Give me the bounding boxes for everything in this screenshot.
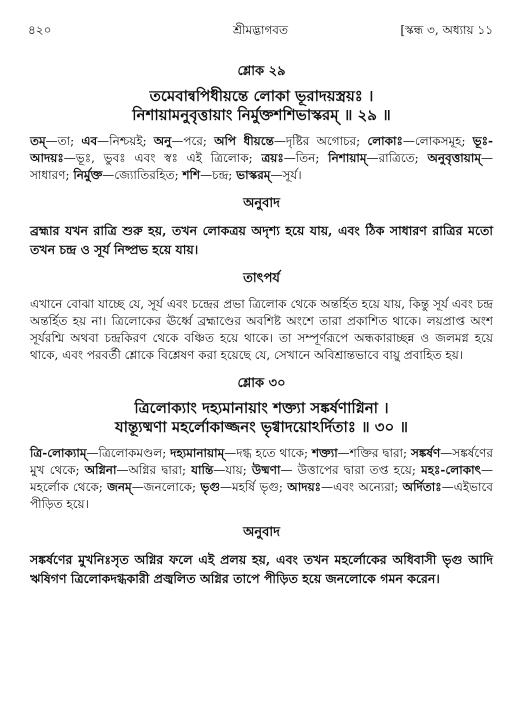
synonym-term: এব (81, 134, 98, 148)
synonym-meaning: —যায়; (213, 463, 252, 477)
synonym-term: তম্‌ (30, 134, 46, 148)
synonym-term: নির্মুক্ত (73, 168, 103, 182)
synonym-term: ত্রি-লোক্যাম্‌ (30, 446, 87, 460)
synonym-term: অগ্নিনা (84, 463, 117, 477)
book-title: শ্রীমদ্ভাগবত (232, 23, 288, 37)
synonym-meaning: —ত্রিলোকমণ্ডল; (86, 446, 171, 460)
synonym-meaning: —জ্যোতিরহিত; (102, 168, 183, 182)
synonym-meaning: —তিন; (283, 151, 329, 165)
verse-30-line-2: যান্ত্যূষ্মণা মহর্লোকাজ্জনং ভৃগ্বাদয়োঽর্দিতাঃ ॥ ৩০ ॥ (114, 418, 409, 436)
verse-29-translation-heading: অনুবাদ (243, 196, 280, 211)
synonym-term: ভাস্করম্‌ (236, 168, 271, 182)
synonym-term: ভূঃ-আদয়ঃ (30, 134, 493, 165)
synonym-meaning: —তা; (45, 134, 82, 148)
verse-29-synonyms (30, 133, 493, 184)
synonym-meaning: —দৃষ্টির অগোচর; (273, 134, 368, 148)
synonym-meaning: —লোকসমূহ; (402, 134, 473, 148)
synonym-meaning: —সঙ্কর্ষণের মুখ থেকে; (30, 446, 493, 477)
verse-30-synonyms (30, 445, 493, 513)
verse-29-translation: ব্রহ্মার যখন রাত্রি শুরু হয়, তখন লোকত্রয় অদৃশ্য হয়ে যায়, এবং ঠিক সাধারণ রাত্রির মতো তখন চন্দ্র ও সূর্য নিষ্প্রভ হয়ে যায়। (30, 223, 493, 257)
synonym-term: উষ্মণা (251, 463, 281, 477)
verse-29-purport: এখানে বোঝা যাচ্ছে যে, সূর্য এবং চন্দ্রের প্রভা ত্রিলোক থেকে অন্তর্হিত হয়ে যায়, কিন্তু সূর্য এবং চন্দ্র অন্তর্হিত হয় না। ত্রিলোকের ঊর্ধ্বে ব্রহ্মাণ্ডের অবশিষ্ট অংশে তারা প্রকাশিত থাকে। লয়প্রাপ্ত অংশ সূর্যরশ্মি অথবা চন্দ্রকিরণ থেকে বঞ্চিত হয়ে থাকে। তা সম্পূর্ণরূপে অন্ধকারাচ্ছন্ন ও জলমগ্ন হয়ে থাকে, এবং পরবর্তী শ্লোকে বিশ্লেষণ করা হয়েছে যে, সেখানে অবিশ্রান্তভাবে বায়ু প্রবাহিত হয়। (30, 297, 493, 362)
synonym-meaning: —সাধারণ; (30, 151, 493, 182)
verse-29-line-2: নিশায়ামনুবৃত্তায়াং নির্মুক্তশশিভাস্করম্‌ ॥ ২৯ ॥ (132, 106, 391, 124)
synonym-meaning: —অগ্নির দ্বারা; (116, 463, 192, 477)
verse-30-translation-heading: অনুবাদ (243, 525, 280, 540)
verse-30-text (30, 399, 493, 437)
synonym-term: অনু (153, 134, 172, 148)
synonym-term: মহঃ-লোকাৎ (421, 463, 481, 477)
synonym-meaning: — উত্তাপের দ্বারা তপ্ত হয়ে; (280, 463, 422, 477)
synonym-term: ভৃগু (200, 480, 221, 494)
synonym-term: আদয়ঃ (287, 480, 322, 494)
synonym-term: অনুবৃত্তায়াম্‌ (427, 151, 481, 165)
synonym-meaning: —মহর্লোক থেকে; (30, 463, 493, 494)
synonym-meaning: —এইভাবে পীড়িত হয়ে। (30, 480, 493, 511)
synonym-term: নিশায়াম্‌ (328, 151, 367, 165)
synonym-term: সঙ্কর্ষণ (410, 446, 441, 460)
verse-30-translation: সঙ্কর্ষণের মুখনিঃসৃত অগ্নির ফলে এই প্রলয় হয়, এবং তখন মহর্লোকের অধিবাসী ভৃগু আদি ঋষিগণ ত্রিলোকদগ্ধকারী প্রজ্বলিত অগ্নির তাপে পীড়িত হয়ে জনলোকে গমন করেন। (30, 552, 493, 586)
synonym-term: অর্দিতাঃ (402, 480, 442, 494)
page-header (28, 22, 493, 44)
synonym-meaning: —নিশ্চয়ই; (97, 134, 154, 148)
verse-29-line-1: তমেবান্বপিধীয়ন্তে লোকা ভূরাদয়স্ত্রয়ঃ । (149, 87, 374, 105)
synonym-meaning: —রাত্রিতে; (366, 151, 428, 165)
synonym-meaning: —এবং অন্যেরা; (321, 480, 403, 494)
verse-30-line-1: ত্রিলোক্যাং দহ্যমানায়াং শক্ত্যা সঙ্কর্ষণাগ্নিনা । (134, 399, 389, 417)
page-content (30, 62, 493, 588)
synonym-meaning: —চন্দ্র; (200, 168, 237, 182)
verse-30-heading: শ্লোক ৩০ (237, 376, 286, 391)
synonym-term: শক্ত্যা (311, 446, 338, 460)
synonym-meaning: —মহর্ষি ভৃগু; (220, 480, 288, 494)
chapter-reference: [স্কন্ধ ৩, অধ্যায় ১১ (400, 23, 493, 37)
synonym-term: দহ্যমানায়াম্‌ (170, 446, 225, 460)
synonym-meaning: —ভূঃ, ভুবঃ এবং স্বঃ এই ত্রিলোক; (63, 151, 262, 165)
synonym-meaning: —দগ্ধ হতে থাকে; (224, 446, 312, 460)
synonym-meaning: —সূর্য। (270, 168, 302, 182)
synonym-term: অপি ধীয়ন্তে (214, 134, 274, 148)
synonym-meaning: —শক্তির দ্বারা; (337, 446, 411, 460)
synonym-term: শশি (182, 168, 201, 182)
verse-29-heading: শ্লোক ২৯ (237, 64, 286, 79)
synonym-meaning: —পরে; (171, 134, 215, 148)
synonym-term: ত্রয়ঃ (261, 151, 284, 165)
synonym-term: যান্তি (191, 463, 214, 477)
verse-29-purport-heading: তাৎপর্য (243, 271, 280, 286)
synonym-meaning: —জনলোকে; (131, 480, 201, 494)
verse-29-text (30, 87, 493, 125)
page-number: ৪২০ (28, 23, 52, 37)
synonym-term: লোকাঃ (367, 134, 403, 148)
synonym-term: জনম্‌ (107, 480, 132, 494)
